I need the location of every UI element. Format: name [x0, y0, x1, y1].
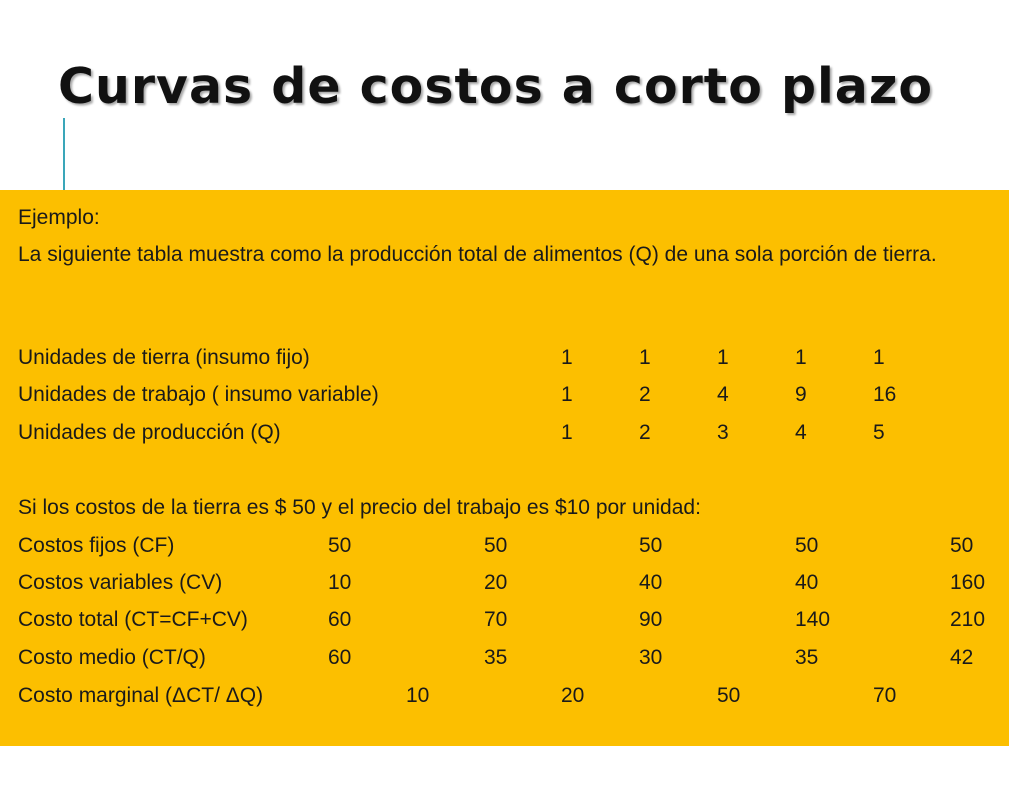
cost-cell: 40 [795, 571, 819, 594]
cost-cell: 210 [950, 608, 986, 631]
production-cell: 3 [717, 421, 729, 444]
production-cell: 1 [873, 346, 885, 369]
production-cell: 1 [561, 421, 573, 444]
intro-paragraph: La siguiente tabla muestra como la producción total de alimentos (Q) de una sola porción de tierra. [18, 243, 937, 266]
cost-cell: 30 [639, 646, 663, 669]
cost-cell: 50 [950, 534, 974, 557]
cost-cell: 42 [950, 646, 974, 669]
accent-line [63, 118, 65, 190]
cost-cell: 50 [484, 534, 508, 557]
cost-cell: 10 [328, 571, 352, 594]
cost-cell: 35 [484, 646, 508, 669]
marginal-cost-cell: 70 [873, 684, 897, 707]
cost-cell: 90 [639, 608, 663, 631]
cost-cell: 50 [639, 534, 663, 557]
production-row-label: Unidades de producción (Q) [18, 421, 281, 444]
cost-note: Si los costos de la tierra es $ 50 y el precio del trabajo es $10 por unidad: [18, 496, 701, 519]
example-label: Ejemplo: [18, 206, 100, 229]
production-cell: 9 [795, 383, 807, 406]
cost-cell: 160 [950, 571, 986, 594]
production-cell: 1 [561, 346, 573, 369]
cost-cell: 20 [484, 571, 508, 594]
production-cell: 4 [795, 421, 807, 444]
production-cell: 1 [561, 383, 573, 406]
cost-row-label: Costo medio (CT/Q) [18, 646, 206, 669]
production-cell: 4 [717, 383, 729, 406]
cost-row-label: Costos variables (CV) [18, 571, 223, 594]
production-cell: 16 [873, 383, 897, 406]
cost-cell: 70 [484, 608, 508, 631]
cost-cell: 50 [328, 534, 352, 557]
marginal-cost-cell: 20 [561, 684, 585, 707]
cost-cell: 60 [328, 608, 352, 631]
production-cell: 1 [717, 346, 729, 369]
production-cell: 2 [639, 421, 651, 444]
cost-cell: 50 [795, 534, 819, 557]
production-cell: 1 [795, 346, 807, 369]
production-row-label: Unidades de tierra (insumo fijo) [18, 346, 310, 369]
marginal-cost-label: Costo marginal (ΔCT/ ΔQ) [18, 684, 264, 707]
marginal-cost-cell: 10 [406, 684, 430, 707]
cost-row-label: Costo total (CT=CF+CV) [18, 608, 248, 631]
production-cell: 1 [639, 346, 651, 369]
marginal-cost-cell: 50 [717, 684, 741, 707]
cost-cell: 40 [639, 571, 663, 594]
cost-cell: 60 [328, 646, 352, 669]
production-row-label: Unidades de trabajo ( insumo variable) [18, 383, 379, 406]
production-cell: 2 [639, 383, 651, 406]
page-title: Curvas de costos a corto plazo [58, 58, 934, 115]
production-cell: 5 [873, 421, 885, 444]
cost-row-label: Costos fijos (CF) [18, 534, 175, 557]
cost-cell: 35 [795, 646, 819, 669]
cost-cell: 140 [795, 608, 831, 631]
